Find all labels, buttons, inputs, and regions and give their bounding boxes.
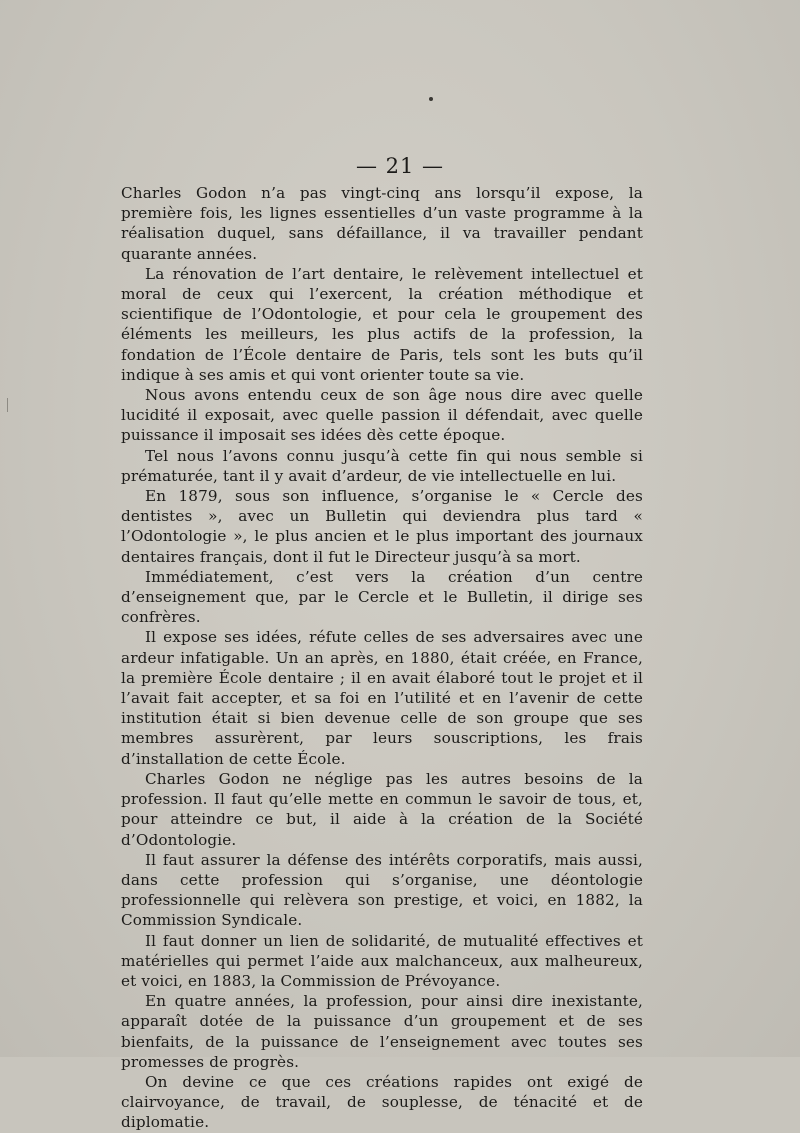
paragraph-10: Il faut donner un lien de solidarité, de mutualité effectives et matérielles qui permet l’aide aux malchanceux, aux malheureux, et voici, en 1883, la Commission de Prévoyance. xyxy=(121,931,643,990)
paragraph-3: Nous avons entendu ceux de son âge nous dire avec quelle lucidité il exposait, avec quelle passion il défendait, avec quelle puissance il imposait ses idées dès cette époque. xyxy=(121,386,643,445)
page-number: — 21 — xyxy=(355,154,445,178)
body-text xyxy=(121,183,643,1133)
paragraph-1: Charles Godon n’a pas vingt-cinq ans lorsqu’il expose, la première fois, les lignes essentielles d’un vaste programme à la réalisation duquel, sans défaillance, il va travailler pendant quarante années. xyxy=(121,184,643,263)
paragraph-2: La rénovation de l’art dentaire, le relèvement intellectuel et moral de ceux qui l’exercent, la création méthodique et scientifique de l’Odontologie, et pour cela le groupement des éléments les meilleurs, les plus actifs de la profession, la fondation de l’École dentaire de Paris, tels sont les buts qu’il indique à ses amis et qui vont orienter toute sa vie. xyxy=(121,264,643,384)
paragraph-8: Charles Godon ne néglige pas les autres besoins de la profession. Il faut qu’elle mette en commun le savoir de tous, et, pour atteindre ce but, il aide à la création de la Société d’Odontologie. xyxy=(121,769,643,849)
paragraph-6: Immédiatement, c’est vers la création d’un centre d’enseignement que, par le Cercle et le Bulletin, il dirige ses confrères. xyxy=(121,567,643,627)
margin-mark xyxy=(7,398,8,412)
paragraph-11: En quatre années, la profession, pour ainsi dire inexistante, apparaît dotée de la puissance d’un groupement et de ses bienfaits, de la puissance de l’enseignement avec toutes ses promesses de progrès. xyxy=(121,992,643,1071)
ink-speck xyxy=(429,97,433,101)
paragraph-9: Il faut assurer la défense des intérêts corporatifs, mais aussi, dans cette profession qui s’organise, une déontologie professionnelle qui relèvera son prestige, et voici, en 1882, la Commission Syndicale. xyxy=(121,850,643,930)
paragraph-7: Il expose ses idées, réfute celles de ses adversaires avec une ardeur infatigable. Un an après, en 1880, était créée, en France, la première École dentaire ; il en avait élaboré tout le projet et il l’avait fait accepter, et sa foi en l’utilité et en l’avenir de cette institution était si bien devenue celle de son groupe que ses membres assurèrent, par leurs souscriptions, les frais d’installation de cette École. xyxy=(121,628,643,768)
paragraph-4: Tel nous l’avons connu jusqu’à cette fin qui nous semble si prématurée, tant il y avait d’ardeur, de vie intellectuelle en lui. xyxy=(121,446,643,485)
paragraph-5: En 1879, sous son influence, s’organise le « Cercle des dentistes », avec un Bulletin qui deviendra plus tard « l’Odontologie », le plus ancien et le plus important des journaux dentaires français, dont il fut le Directeur jusqu’à sa mort. xyxy=(121,487,643,566)
paragraph-12: On devine ce que ces créations rapides ont exigé de clairvoyance, de travail, de souplesse, de ténacité et de diplomatie. xyxy=(121,1072,643,1132)
